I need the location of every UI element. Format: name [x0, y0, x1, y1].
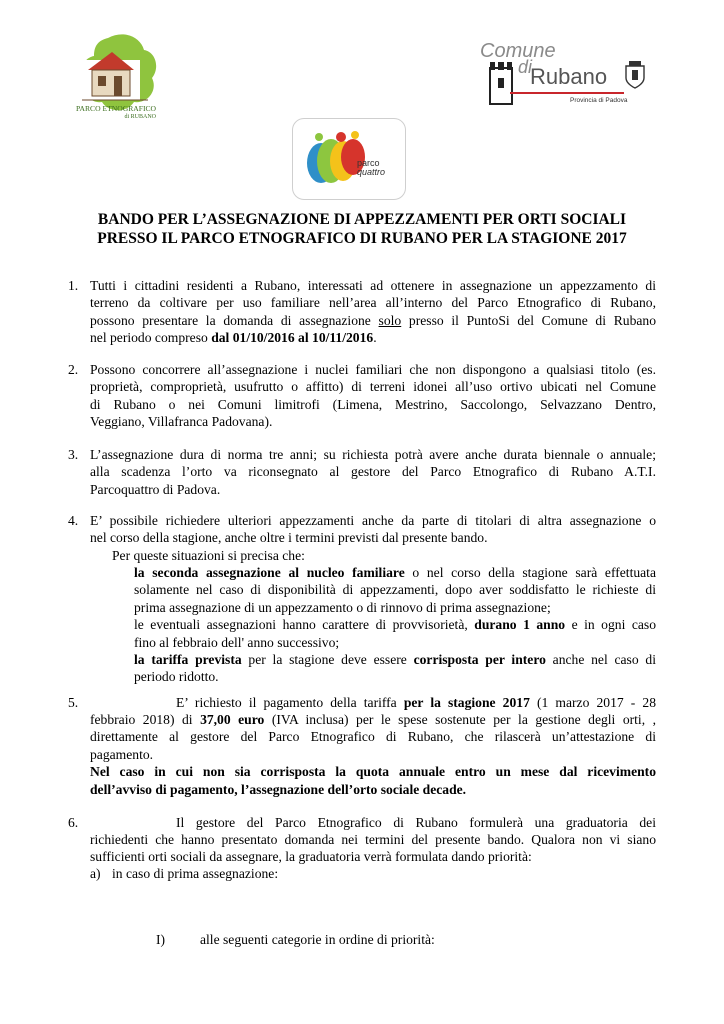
comune-red-line — [510, 92, 624, 94]
item-2-text — [90, 361, 656, 431]
item-1-line-4: nel periodo compreso dal 01/10/2016 al 10/11/2016. — [90, 330, 377, 346]
season-2017: per la stagione 2017 — [403, 695, 530, 710]
comune-word: Comune — [480, 40, 556, 62]
item-4-subpoints — [134, 564, 656, 686]
tower-icon — [488, 62, 514, 106]
item-1-line-2: terreno da coltivare per uso familiare nell’area all’interno del Parco Etnografico di Rubano, — [90, 295, 656, 311]
solo-underlined: solo — [378, 312, 402, 328]
item-4-line-2: nel corso della stagione, anche oltre i termini previsti dal presente bando. — [90, 530, 488, 546]
subpoint-3-line-2: periodo ridotto. — [134, 669, 219, 685]
comune-rubano-logo — [480, 40, 650, 110]
item-4-text — [90, 512, 656, 547]
title-line-2: PRESSO IL PARCO ETNOGRAFICO DI RUBANO PER LA STAGIONE 2017 — [97, 230, 627, 247]
item-6-text — [90, 831, 656, 866]
item-1-number: 1. — [68, 278, 79, 293]
subpoint-2-line-2: fino al febbraio dell' anno successivo; — [134, 634, 340, 650]
item-6-a-label: a) — [90, 866, 101, 881]
comune-subtitle: Provincia di Padova — [570, 97, 628, 104]
item-6-line-2: richiedenti che hanno presentato domanda nei termini del presente bando. Qualora non vi siano — [90, 832, 656, 847]
item-1-line-3: possono presentare la domanda di assegnazione solo presso il PuntoSi del Comune di Rubano — [90, 312, 656, 328]
item-6-line-1: Il gestore del Parco Etnografico di Rubano formulerà una graduatoria dei — [176, 815, 656, 830]
item-3-line-2: alla scadenza l’orto va riconsegnato al gestore del Parco Etnografico di Rubano A.T.I. — [90, 464, 656, 480]
parco-logo-line1: PARCO ETNOGRAFICO — [75, 104, 157, 113]
item-3-text — [90, 446, 656, 498]
subpoint-2-line-1: le eventuali assegnazioni hanno carattere di provvisorietà, durano 1 anno e in ogni caso — [134, 617, 656, 633]
item-1-line-1: Tutti i cittadini residenti a Rubano, interessati ad ottenere in assegnazione un appezzamento di — [90, 278, 656, 293]
item-2-line-1: Possono concorrere all’assegnazione i nuclei familiari che non dispongono a qualsiasi titolo (es. — [90, 362, 656, 377]
parco4-line1: parco — [357, 158, 380, 168]
page-title — [64, 210, 660, 248]
item-3-line-3: Parcoquattro di Padova. — [90, 481, 221, 497]
item-3-line-1: L’assegnazione dura di norma tre anni; su richiesta potrà avere anche durata biennale o annuale; — [90, 447, 656, 462]
subpoint-1-line-3: prima assegnazione di un appezzamento o di rinnovo di prima assegnazione; — [134, 599, 551, 615]
item-5-line-1: E’ richiesto il pagamento della tariffa per la stagione 2017 (1 marzo 2017 - 28 — [176, 695, 656, 710]
comune-rubano-word: Rubano — [530, 64, 608, 89]
item-2-line-2: proprietà, comproprietà, usufrutto o affitto) di terreni idonei all’uso ortivo ubicati nel Comune — [90, 379, 656, 395]
item-5-number: 5. — [68, 695, 79, 710]
comune-di-word: di — [518, 57, 533, 77]
item-5-text — [90, 711, 656, 798]
item-5-line-2: febbraio 2018) di 37,00 euro (IVA inclusa) per le spese sostenute per la gestione degli orti, , — [90, 712, 656, 727]
item-5-warning-line-2: dell’avviso di pagamento, l’assegnazione dell’orto sociale decade. — [90, 781, 467, 797]
item-6-roman-text: alle seguenti categorie in ordine di priorità: — [200, 932, 435, 947]
item-2-line-3: di Rubano o nei Comuni limitrofi (Limena, Mestrino, Saccolongo, Selvazzano Dentro, — [90, 396, 656, 412]
parco-logo-line2: di RUBANO — [124, 114, 156, 120]
subpoint-3-line-1: la tariffa prevista per la stagione deve essere corrisposta per intero anche nel caso di — [134, 652, 656, 668]
parco-quattro-logo — [292, 118, 406, 200]
item-2-number: 2. — [68, 362, 79, 377]
item-4-intro: Per queste situazioni si precisa che: — [112, 548, 305, 563]
item-5-line-3: direttamente al gestore del Parco Etnografico di Rubano, che rilascerà un’attestazione di — [90, 729, 656, 745]
item-4-line-1: E’ possibile richiedere ulteriori appezzamenti anche da parte di titolari di altra assegnazione o — [90, 513, 656, 528]
item-6-line-3: sufficienti orti sociali da assegnare, la graduatoria verrà formulata dando priorità: — [90, 849, 532, 865]
item-6-roman-label: I) — [156, 932, 166, 947]
period-dates: dal 01/10/2016 al 10/11/2016 — [211, 330, 374, 346]
item-6-a-text: in caso di prima assegnazione: — [112, 866, 279, 881]
subpoint-1-line-1: la seconda assegnazione al nucleo familiare o nel corso della stagione sarà effettuata — [134, 565, 656, 580]
item-6-number: 6. — [68, 815, 79, 830]
title-line-1: BANDO PER L’ASSEGNAZIONE DI APPEZZAMENTI PER ORTI SOCIALI — [97, 211, 627, 228]
item-5-warning-line-1: Nel caso in cui non sia corrisposta la quota annuale entro un mese dal ricevimento — [90, 764, 656, 780]
coat-of-arms-icon — [624, 60, 646, 90]
item-2-line-4: Veggiano, Villafranca Padovana). — [90, 414, 273, 430]
parco4-line2: quattro — [357, 167, 386, 177]
item-1-text — [90, 277, 656, 347]
item-5-line-4: pagamento. — [90, 746, 154, 762]
subpoint-1-line-2: solamente nel caso di disponibilità di appezzamenti, dopo aver soddisfatto le richieste di — [134, 582, 656, 598]
fee-amount: 37,00 euro — [200, 712, 265, 727]
item-4-number: 4. — [68, 513, 79, 528]
parco-etnografico-logo — [68, 30, 162, 124]
item-3-number: 3. — [68, 447, 79, 462]
